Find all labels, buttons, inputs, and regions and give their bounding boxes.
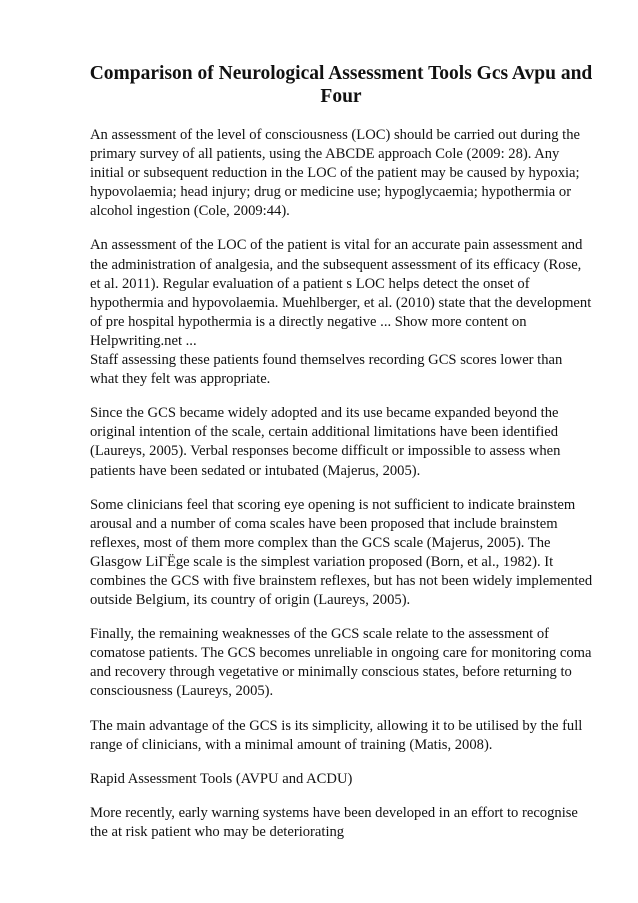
- paragraph-gcs-advantage: The main advantage of the GCS is its simplicity, allowing it to be utilised by the full range of clinicians, with a minimal amount of training (Matis, 2008).: [90, 717, 583, 753]
- paragraph-comatose-weakness: Finally, the remaining weaknesses of the GCS scale relate to the assessment of comatose patients. The GCS becomes unreliable in ongoing care for monitoring coma and recovery through vegetative or minimally conscious states, before returning to consciousness (Laureys, 2005).: [90, 626, 592, 700]
- paragraph-loc-intro: An assessment of the level of consciousness (LOC) should be carried out during the primary survey of all patients, using the ABCDE approach Cole (2009: 28). Any initial or subsequent reduction in the LOC of the patient may be caused by hypoxia; hypovolaemia; head injury; drug or medicine use; hypoglycaemia; hypothermia or alcohol ingestion (Cole, 2009:44).: [90, 127, 580, 220]
- paragraph-brainstem-reflexes: Some clinicians feel that scoring eye opening is not sufficient to indicate brainstem arousal and a number of coma scales have been proposed that include brainstem reflexes, most of them more complex than the GCS scale (Majerus, 2005). The Glasgow LiГЁge scale is the simplest variation proposed (Born, et al., 1982). It combines the GCS with five brainstem reflexes, but has not been widely implemented outside Belgium, its country of origin (Laureys, 2005).: [90, 496, 593, 609]
- paragraph-loc-vital: An assessment of the LOC of the patient is vital for an accurate pain assessment and the administration of analgesia, and the subsequent assessment of its efficacy (Rose, et al. 2011). Regular evaluation of a patient s LOC helps detect the onset of hypothermia and hypovolaemia. Muehlberger, et al. (2010) state that the development of pre hospital hypothermia is a directly negative ... Show more content on Helpwriting.net ...: [90, 237, 592, 349]
- paragraph-staff-gcs: Staff assessing these patients found themselves recording GCS scores lower than what they felt was appropriate.: [90, 352, 563, 388]
- document-title: Comparison of Neurological Assessment Tools Gcs Avpu and Four: [89, 63, 593, 107]
- paragraph-gcs-limitations: Since the GCS became widely adopted and its use became expanded beyond the original intention of the scale, certain additional limitations have been identified (Laureys, 2005). Verbal responses become difficult or impossible to assess when patients have been sedated or intubated (Majerus, 2005).: [90, 405, 561, 479]
- paragraph-early-warning: More recently, early warning systems have been developed in an effort to recognise the at risk patient who may be deteriorating: [90, 804, 578, 840]
- section-heading-rapid-tools: Rapid Assessment Tools (AVPU and ACDU): [90, 770, 353, 787]
